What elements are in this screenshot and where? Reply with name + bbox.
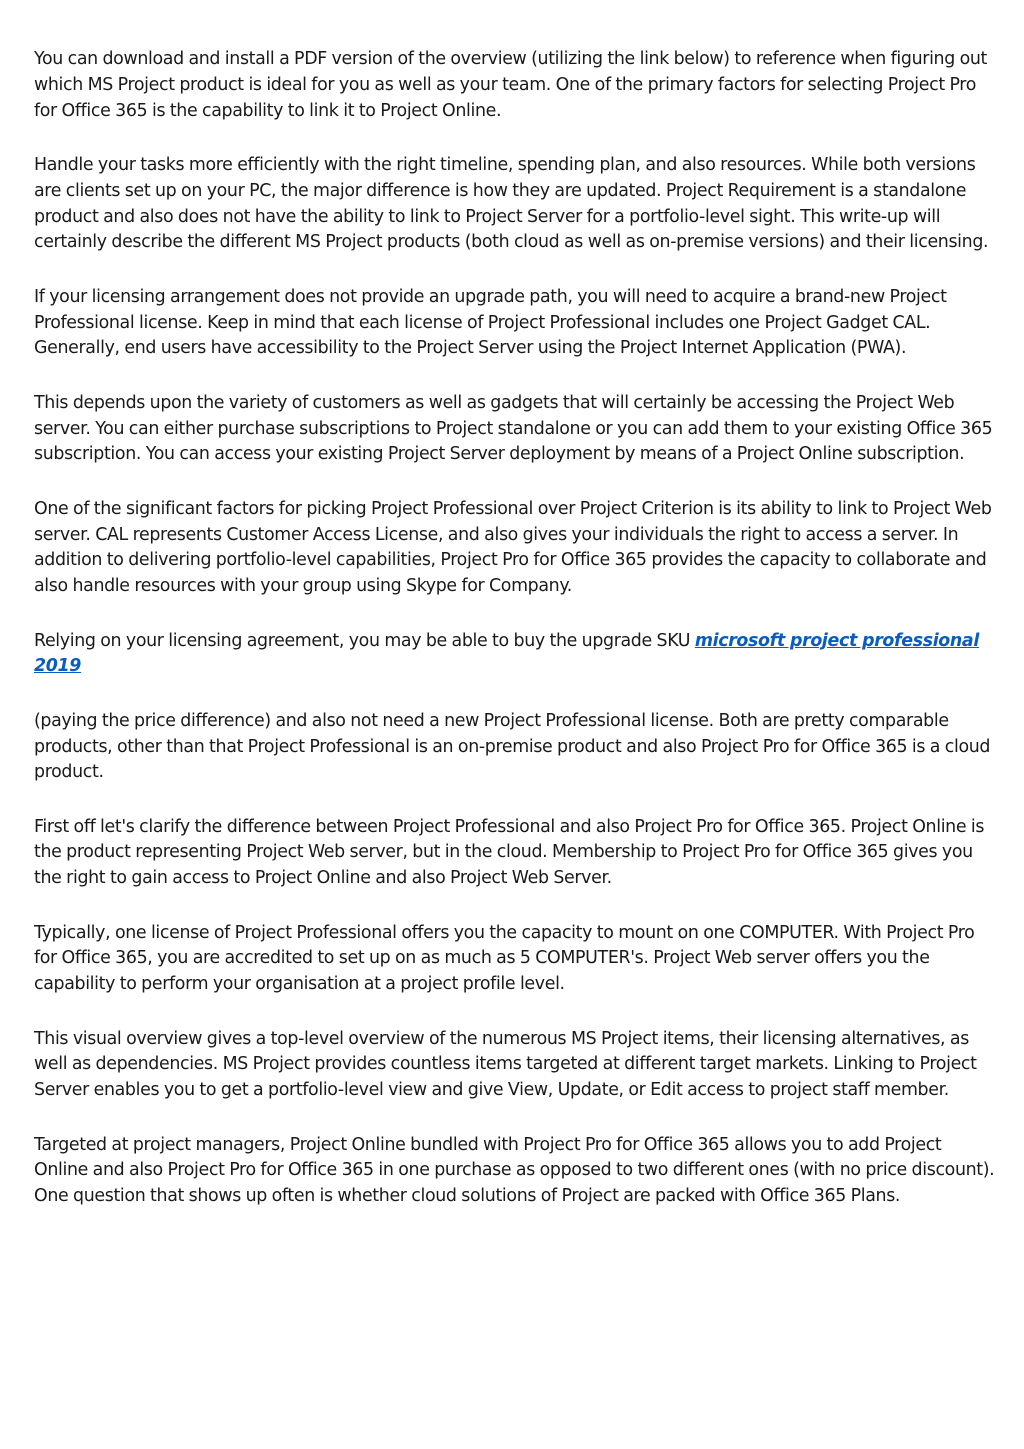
paragraph-8: First off let's clarify the difference between Project Professional and also Project Pro for Office 365. Project Online is the product representing Project Web server, but in the cloud. Membership to Project Pro for Office 365 gives you the right to gain access to Project Online and also Project Web Server.: [34, 816, 985, 889]
article-body: [34, 47, 996, 1239]
paragraph-4: This depends upon the variety of customers as well as gadgets that will certainly be accessing the Project Web server. You can either purchase subscriptions to Project standalone or you can add them to your existing Office 365 subscription. You can access your existing Project Server deployment by means of a Project Online subscription.: [34, 392, 993, 465]
paragraph-7: (paying the price difference) and also not need a new Project Professional license. Both are pretty comparable products, other than that Project Professional is an on-premise product and also Project Pro for Office 365 is a cloud product.: [34, 710, 991, 783]
paragraph-11: Targeted at project managers, Project Online bundled with Project Pro for Office 365 allows you to add Project Online and also Project Pro for Office 365 in one purchase as opposed to two different ones (with no price discount). One question that shows up often is whether cloud solutions of Project are packed with Office 365 Plans.: [34, 1134, 995, 1207]
paragraph-6-text: Relying on your licensing agreement, you may be able to buy the upgrade SKU: [34, 630, 695, 651]
paragraph-9: Typically, one license of Project Professional offers you the capacity to mount on one COMPUTER. With Project Pro for Office 365, you are accredited to set up on as much as 5 COMPUTER's. Project Web server offers you the capability to perform your organisation at a project profile level.: [34, 922, 975, 995]
paragraph-5: One of the significant factors for picking Project Professional over Project Criterion is its ability to link to Project Web server. CAL represents Customer Access License, and also gives your individuals the right to access a server. In addition to delivering portfolio-level capabilities, Project Pro for Office 365 provides the capacity to collaborate and also handle resources with your group using Skype for Company.: [34, 498, 992, 597]
paragraph-3: If your licensing arrangement does not provide an upgrade path, you will need to acquire a brand-new Project Professional license. Keep in mind that each license of Project Professional includes one Project Gadget CAL. Generally, end users have accessibility to the Project Server using the Project Internet Application (PWA).: [34, 286, 947, 359]
paragraph-1: You can download and install a PDF version of the overview (utilizing the link below) to reference when figuring out which MS Project product is ideal for you as well as your team. One of the primary factors for selecting Project Pro for Office 365 is the capability to link it to Project Online.: [34, 49, 988, 121]
paragraph-6: [34, 629, 996, 681]
paragraph-2: Handle your tasks more efficiently with the right timeline, spending plan, and also resources. While both versions are clients set up on your PC, the major difference is how they are updated. Project Requirement is a standalone product and also does not have the ability to link to Project Server for a portfolio-level sight. This write-up will certainly describe the different MS Project products (both cloud as well as on-premise versions) and their licensing.: [34, 154, 989, 253]
product-link[interactable]: microsoft project professional 2019: [34, 630, 979, 677]
paragraph-10: This visual overview gives a top-level overview of the numerous MS Project items, their licensing alternatives, as well as dependencies. MS Project provides countless items targeted at different target markets. Linking to Project Server enables you to get a portfolio-level view and give View, Update, or Edit access to project staff member.: [34, 1028, 977, 1101]
